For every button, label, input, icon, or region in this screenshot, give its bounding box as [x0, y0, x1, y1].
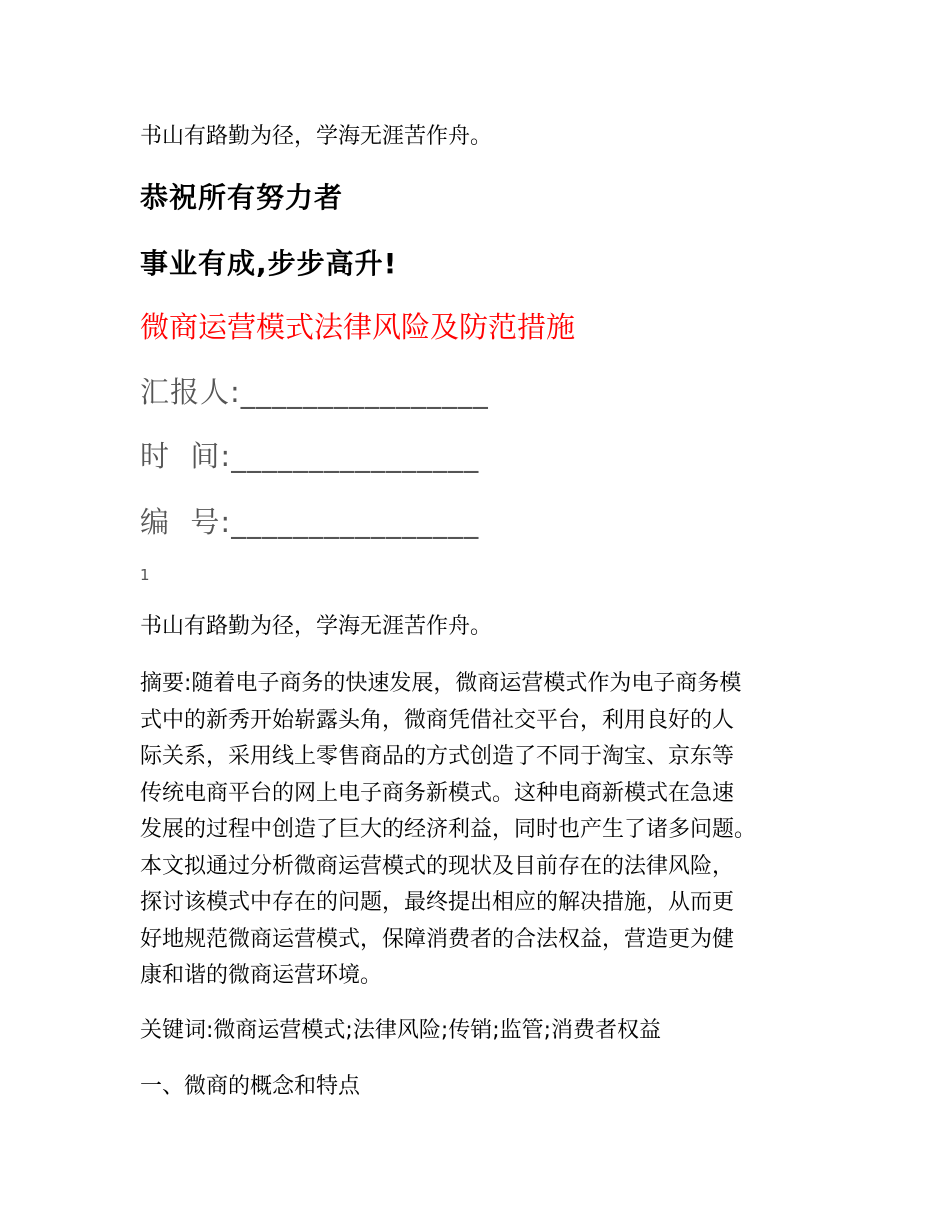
page-number: 1	[140, 566, 150, 584]
time-label: 时 间:	[140, 439, 232, 473]
abstract-line: 康和谐的微商运营环境。	[140, 963, 383, 988]
motto-second: 书山有路勤为径，学海无涯苦作舟。	[140, 614, 493, 639]
reporter-label: 汇报人:	[140, 375, 241, 409]
time-field	[140, 437, 479, 475]
reporter-field	[140, 373, 489, 411]
document-title: 微商运营模式法律风险及防范措施	[140, 310, 576, 344]
reporter-blank: ________________	[240, 375, 489, 409]
abstract-paragraph	[140, 666, 820, 995]
abstract-line: 式中的新秀开始崭露头角，微商凭借社交平台，利用良好的人	[140, 707, 735, 733]
keywords-line: 关键词:微商运营模式;法律风险;传销;监管;消费者权益	[140, 1018, 662, 1043]
abstract-line: 发展的过程中创造了巨大的经济利益，同时也产生了诸多问题。	[140, 817, 757, 842]
time-blank: ________________	[231, 439, 480, 473]
blessing-line-2: 事业有成,步步高升!	[140, 247, 398, 280]
abstract-line: 本文拟通过分析微商运营模式的现状及目前存在的法律风险，	[140, 853, 735, 879]
motto-top: 书山有路勤为径，学海无涯苦作舟。	[140, 124, 493, 149]
abstract-line: 好地规范微商运营模式，保障消费者的合法权益，营造更为健	[140, 926, 735, 952]
section-heading: 一、微商的概念和特点	[140, 1074, 361, 1099]
number-field	[140, 503, 479, 541]
number-blank: ________________	[231, 505, 480, 539]
abstract-line: 探讨该模式中存在的问题，最终提出相应的解决措施，从而更	[140, 890, 735, 915]
abstract-line: 传统电商平台的网上电子商务新模式。这种电商新模式在急速	[140, 780, 735, 806]
abstract-line: 际关系，采用线上零售商品的方式创造了不同于淘宝、京东等	[140, 744, 735, 769]
abstract-line: 摘要:随着电子商务的快速发展，微商运营模式作为电子商务模	[140, 671, 742, 696]
number-label: 编 号:	[140, 505, 232, 539]
blessing-line-1: 恭祝所有努力者	[140, 181, 344, 214]
